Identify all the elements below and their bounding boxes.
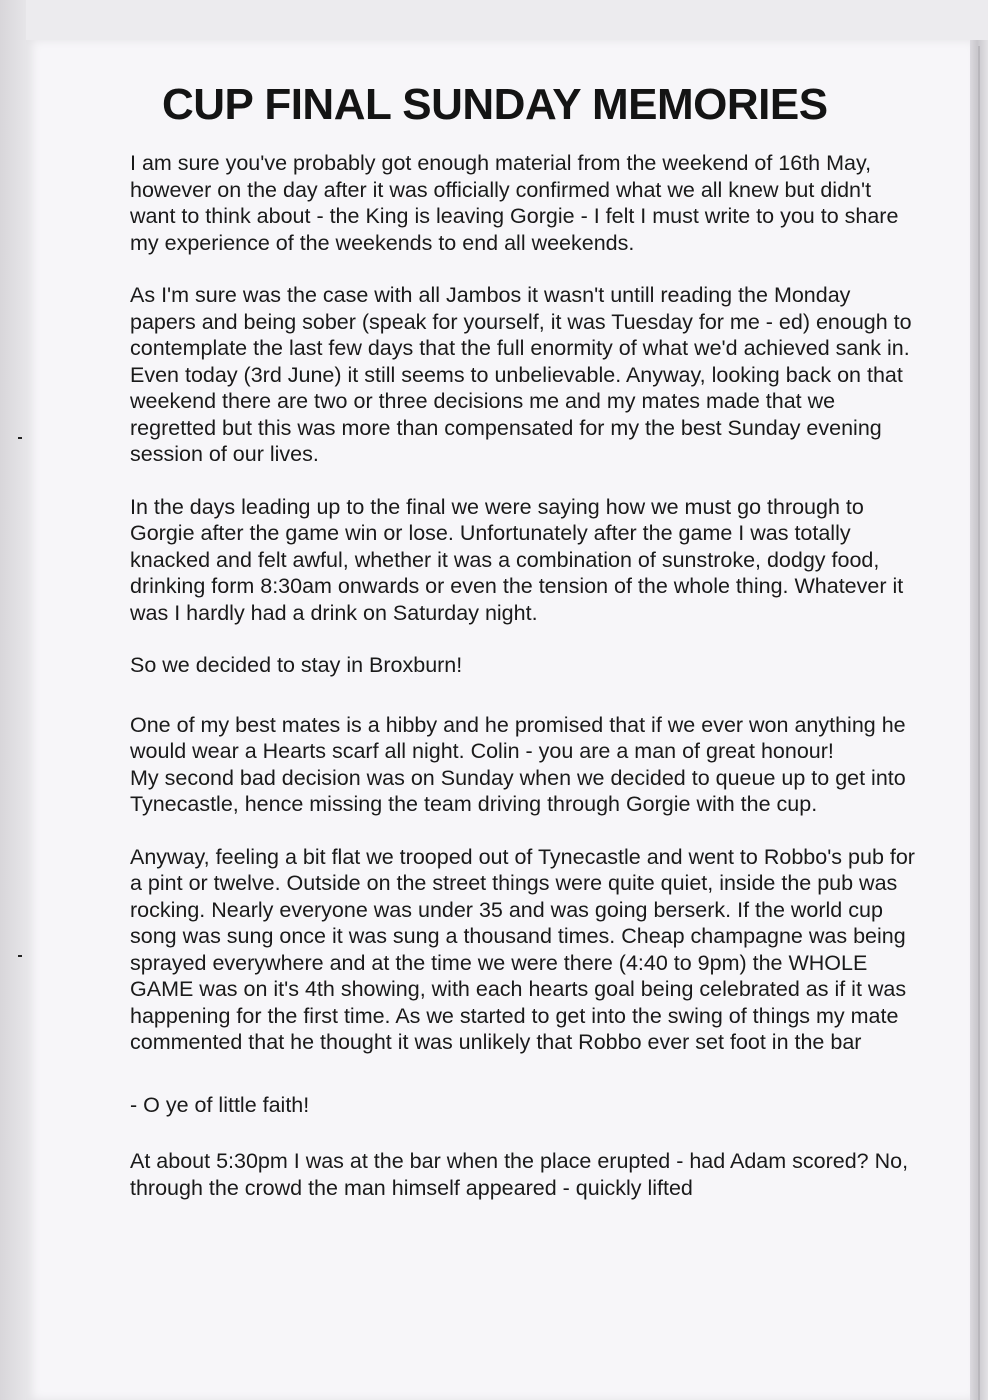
paragraph: At about 5:30pm I was at the bar when the place erupted - had Adam scored? No, through the crowd the man himself appeared - quickly lifted [130,1149,909,1200]
article-body [130,150,920,1201]
paragraph: As I'm sure was the case with all Jambos it wasn't untill reading the Monday papers and being sober (speak for yourself, it was Tuesday for me - ed) enough to contemplate the last few days that the full enormity of what we'd achieved sank in. Even today (3rd June) it still seems to unbelievable. Anyway, looking back on that weekend there are two or three decisions me and my mates made that we regretted but this was more than compensated for my the best Sunday evening session of our lives. [130,283,912,466]
paragraph: One of my best mates is a hibby and he promised that if we ever won anything he would wear a Hearts scarf all night. Colin - you are a man of great honour! [130,712,906,763]
binding-mark [18,437,22,439]
paragraph: My second bad decision was on Sunday when we decided to queue up to get into Tynecastle, hence missing the team driving through Gorgie with the cup. [130,765,906,816]
paragraph: Anyway, feeling a bit flat we trooped out of Tynecastle and went to Robbo's pub for a pint or twelve. Outside on the street things were quite quiet, inside the pub was rocking. Nearly everyone was under 35 and was going berserk. If the world cup song was sung once it was sung a thousand times. Cheap champagne was being sprayed everywhere and at the time we were there (4:40 to 9pm) the WHOLE GAME was on it's 4th showing, with each hearts goal being celebrated as if it was happening for the first time. As we started to get into the swing of things my mate commented that he thought it was unlikely that Robbo ever set foot in the bar [130,844,915,1054]
paragraph: I am sure you've probably got enough material from the weekend of 16th May, however on the day after it was officially confirmed what we all knew but didn't want to think about - the King is leaving Gorgie - I felt I must write to you to share my experience of the weekends to end all weekends. [130,151,899,255]
paragraph: In the days leading up to the final we were saying how we must go through to Gorgie after the game win or lose. Unfortunately after the game I was totally knacked and felt awful, whether it was a combination of sunstroke, dodgy food, drinking form 8:30am onwards or even the tension of the whole thing. Whatever it was I hardly had a drink on Saturday night. [130,494,904,625]
paragraph: So we decided to stay in Broxburn! [130,653,463,677]
paragraph: - O ye of little faith! [130,1092,310,1117]
page-gutter [0,0,26,1400]
page-edge-line [978,46,980,1400]
article-title: CUP FINAL SUNDAY MEMORIES [162,80,828,129]
binding-mark [18,955,22,957]
